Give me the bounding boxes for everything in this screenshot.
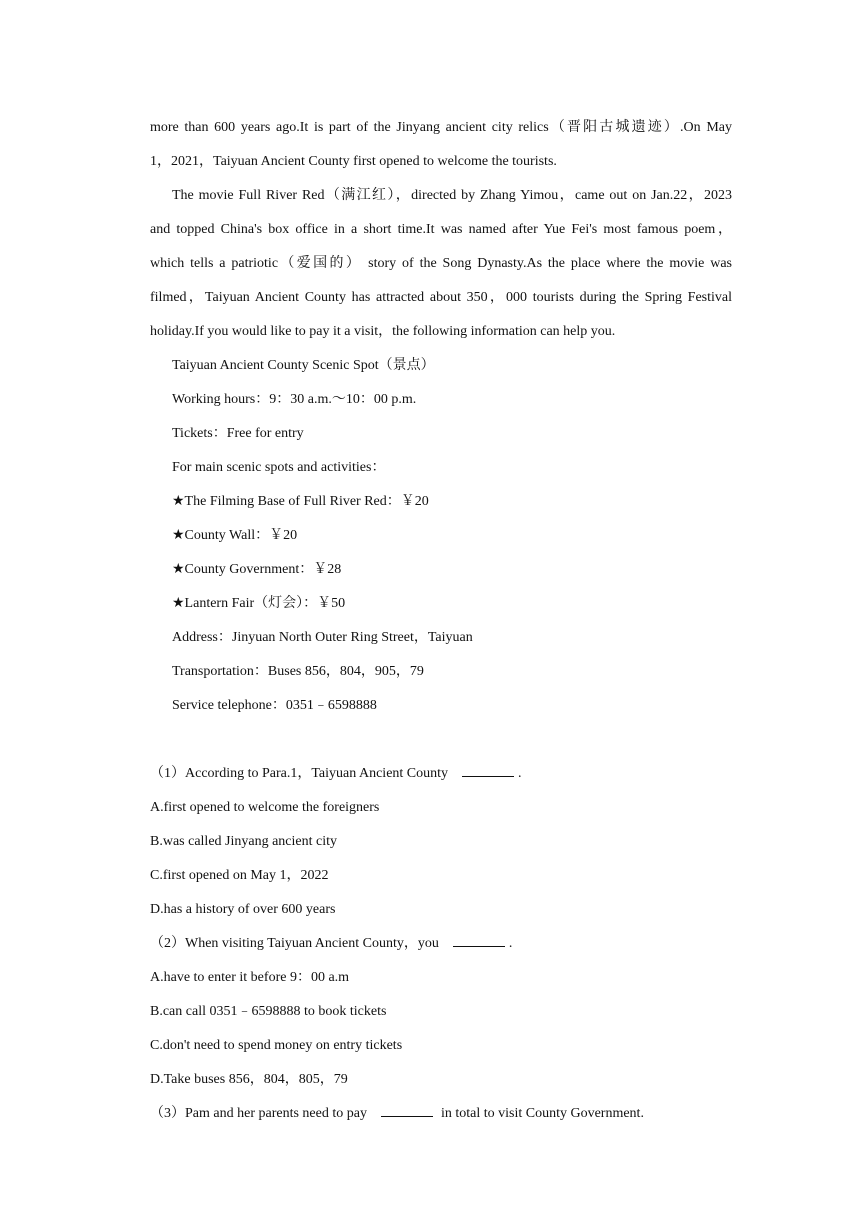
- question-1-option-b: B.was called Jinyang ancient city: [150, 834, 337, 849]
- info-transportation: Transportation：Buses 856，804，905，79: [172, 664, 424, 679]
- info-spot-filming-base: ★The Filming Base of Full River Red：￥20: [172, 494, 429, 509]
- question-1-period: .: [518, 766, 522, 781]
- info-main-spots: For main scenic spots and activities：: [172, 460, 386, 475]
- question-2: [150, 927, 732, 961]
- passage-line-7: holiday.If you would like to pay it a visit，the following information can help you.: [150, 324, 616, 339]
- question-3-stem: （3）Pam and her parents need to pay: [150, 1106, 367, 1121]
- question-3-blank: [381, 1102, 433, 1117]
- info-hours: Working hours：9：30 a.m.～10：00 p.m.: [172, 392, 417, 407]
- question-2-option-c: C.don't need to spend money on entry tickets: [150, 1038, 403, 1053]
- question-3: [150, 1097, 732, 1131]
- question-1-stem: （1）According to Para.1，Taiyuan Ancient County: [150, 766, 449, 781]
- question-2-option-d: D.Take buses 856，804，805，79: [150, 1072, 348, 1087]
- passage-line-6: filmed，Taiyuan Ancient County has attracted about 350，000 tourists during the Spring Festival: [150, 290, 732, 305]
- question-1-option-d: D.has a history of over 600 years: [150, 902, 336, 917]
- question-2-blank: [453, 932, 505, 947]
- info-address: Address：Jinyuan North Outer Ring Street，Taiyuan: [172, 630, 473, 645]
- info-spot-lantern-fair: ★Lantern Fair（灯会）：￥50: [172, 596, 346, 611]
- question-2-option-b: B.can call 0351﹣6598888 to book tickets: [150, 1004, 387, 1019]
- passage-line-5: which tells a patriotic（爱国的） story of the Song Dynasty.As the place where the movie was: [150, 256, 732, 271]
- question-1-option-c: C.first opened on May 1，2022: [150, 868, 329, 883]
- passage-line-3: The movie Full River Red（满江红），directed by Zhang Yimou，came out on Jan.22，2023: [172, 188, 732, 203]
- question-1-option-a: A.first opened to welcome the foreigners: [150, 800, 380, 815]
- question-2-period: .: [508, 936, 513, 951]
- question-2-stem: （2）When visiting Taiyuan Ancient County，you: [150, 936, 439, 951]
- passage-line-1: more than 600 years ago.It is part of the Jinyang ancient city relics（晋阳古城遗迹）.On May: [150, 120, 732, 135]
- question-1-blank: [462, 762, 514, 777]
- info-spot-county-wall: ★County Wall：￥20: [172, 528, 298, 543]
- info-spot-county-government: ★County Government：￥28: [172, 562, 342, 577]
- document-content: [150, 111, 732, 1131]
- question-3-tail: in total to visit County Government.: [440, 1106, 644, 1121]
- question-2-option-a: A.have to enter it before 9：00 a.m: [150, 970, 350, 985]
- question-1: [150, 757, 732, 791]
- info-title: Taiyuan Ancient County Scenic Spot（景点）: [172, 358, 435, 373]
- spacer: [150, 723, 732, 757]
- passage-line-2: 1，2021，Taiyuan Ancient County first opened to welcome the tourists.: [150, 154, 557, 169]
- info-tickets: Tickets：Free for entry: [172, 426, 304, 441]
- info-telephone: Service telephone：0351﹣6598888: [172, 698, 377, 713]
- passage-line-4: and topped China's box office in a short time.It was named after Yue Fei's most famous poem，: [150, 222, 732, 237]
